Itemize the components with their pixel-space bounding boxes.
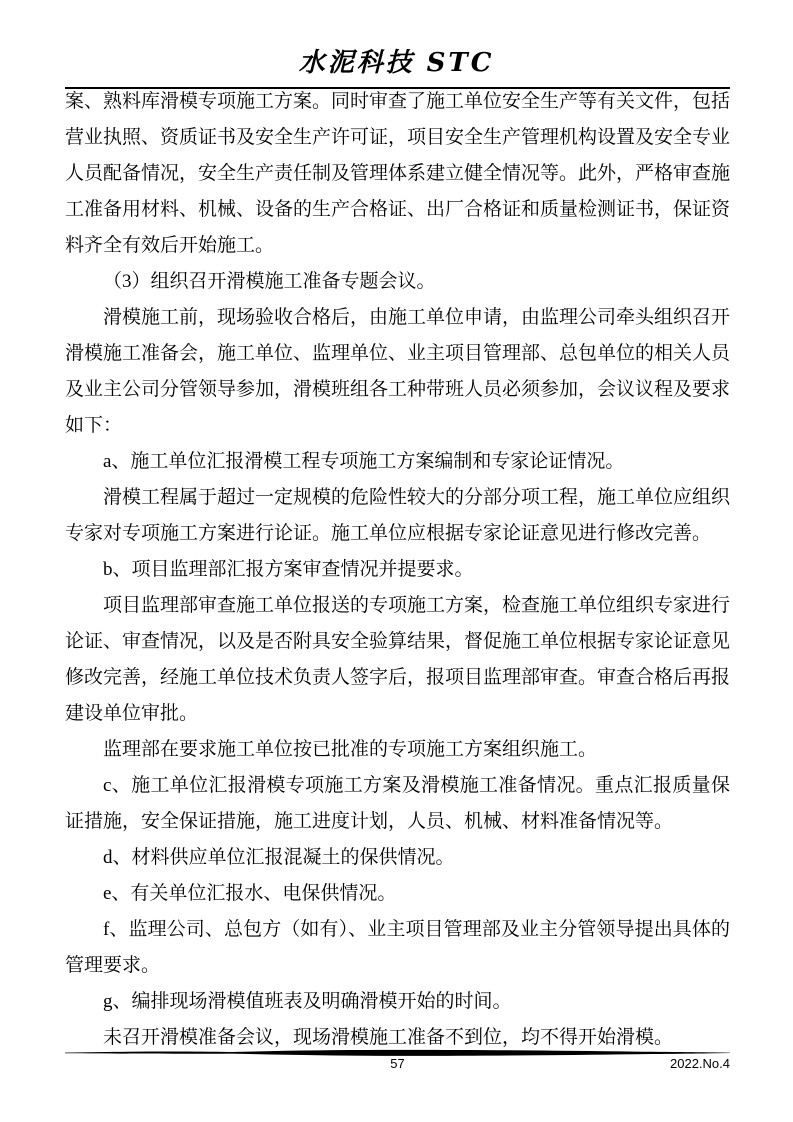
body-paragraph: g、编排现场滑模值班表及明确滑模开始的时间。 xyxy=(103,991,512,1012)
body-paragraph: f、监理公司、总包方（如有）、业主项目管理部及业主分管领导提出具体的管理要求。 xyxy=(65,919,730,976)
issue-number: 2022.No.4 xyxy=(670,1056,730,1071)
body-paragraph: e、有关单位汇报水、电保供情况。 xyxy=(103,883,397,904)
body-text xyxy=(65,84,730,1056)
body-paragraph: 监理部在要求施工单位按已批准的专项施工方案组织施工。 xyxy=(103,739,598,760)
body-paragraph: 案、熟料库滑模专项施工方案。同时审查了施工单位安全生产等有关文件，包括营业执照、资质证书及安全生产许可证，项目安全生产管理机构设置及安全专业人员配备情况，安全生产责任制及管理体系建立健全情况等。此外，严格审查施工准备用材料、机械、设备的生产合格证、出厂合格证和质量检测证书，保证资料齐全有效后开始施工。 xyxy=(65,91,731,256)
body-paragraph: c、施工单位汇报滑模专项施工方案及滑模施工准备情况。重点汇报质量保证措施，安全保证措施，施工进度计划，人员、机械、材料准备情况等。 xyxy=(65,775,730,832)
journal-title: 水泥科技 STC xyxy=(298,48,495,78)
body-paragraph: 滑模施工前，现场验收合格后，由施工单位申请，由监理公司牵头组织召开滑模施工准备会，施工单位、监理单位、业主项目管理部、总包单位的相关人员及业主公司分管领导参加，滑模班组各工种带班人员必须参加，会议议程及要求如下： xyxy=(65,307,731,436)
body-paragraph: 未召开滑模准备会议，现场滑模施工准备不到位，均不得开始滑模。 xyxy=(103,1027,674,1048)
body-paragraph: 项目监理部审查施工单位报送的专项施工方案，检查施工单位组织专家进行论证、审查情况，以及是否附具安全验算结果，督促施工单位根据专家论证意见修改完善，经施工单位技术负责人签字后，报项目监理部审查。审查合格后再报建设单位审批。 xyxy=(65,595,731,724)
body-paragraph: （3）组织召开滑模施工准备专题会议。 xyxy=(103,271,436,292)
page-number: 57 xyxy=(390,1056,405,1071)
body-paragraph: 滑模工程属于超过一定规模的危险性较大的分部分项工程，施工单位应组织专家对专项施工方案进行论证。施工单位应根据专家论证意见进行修改完善。 xyxy=(65,487,731,544)
body-paragraph: d、材料供应单位汇报混凝土的保供情况。 xyxy=(103,847,455,868)
body-paragraph: a、施工单位汇报滑模工程专项施工方案编制和专家论证情况。 xyxy=(103,451,625,472)
body-paragraph: b、项目监理部汇报方案审查情况并提要求。 xyxy=(103,559,474,580)
